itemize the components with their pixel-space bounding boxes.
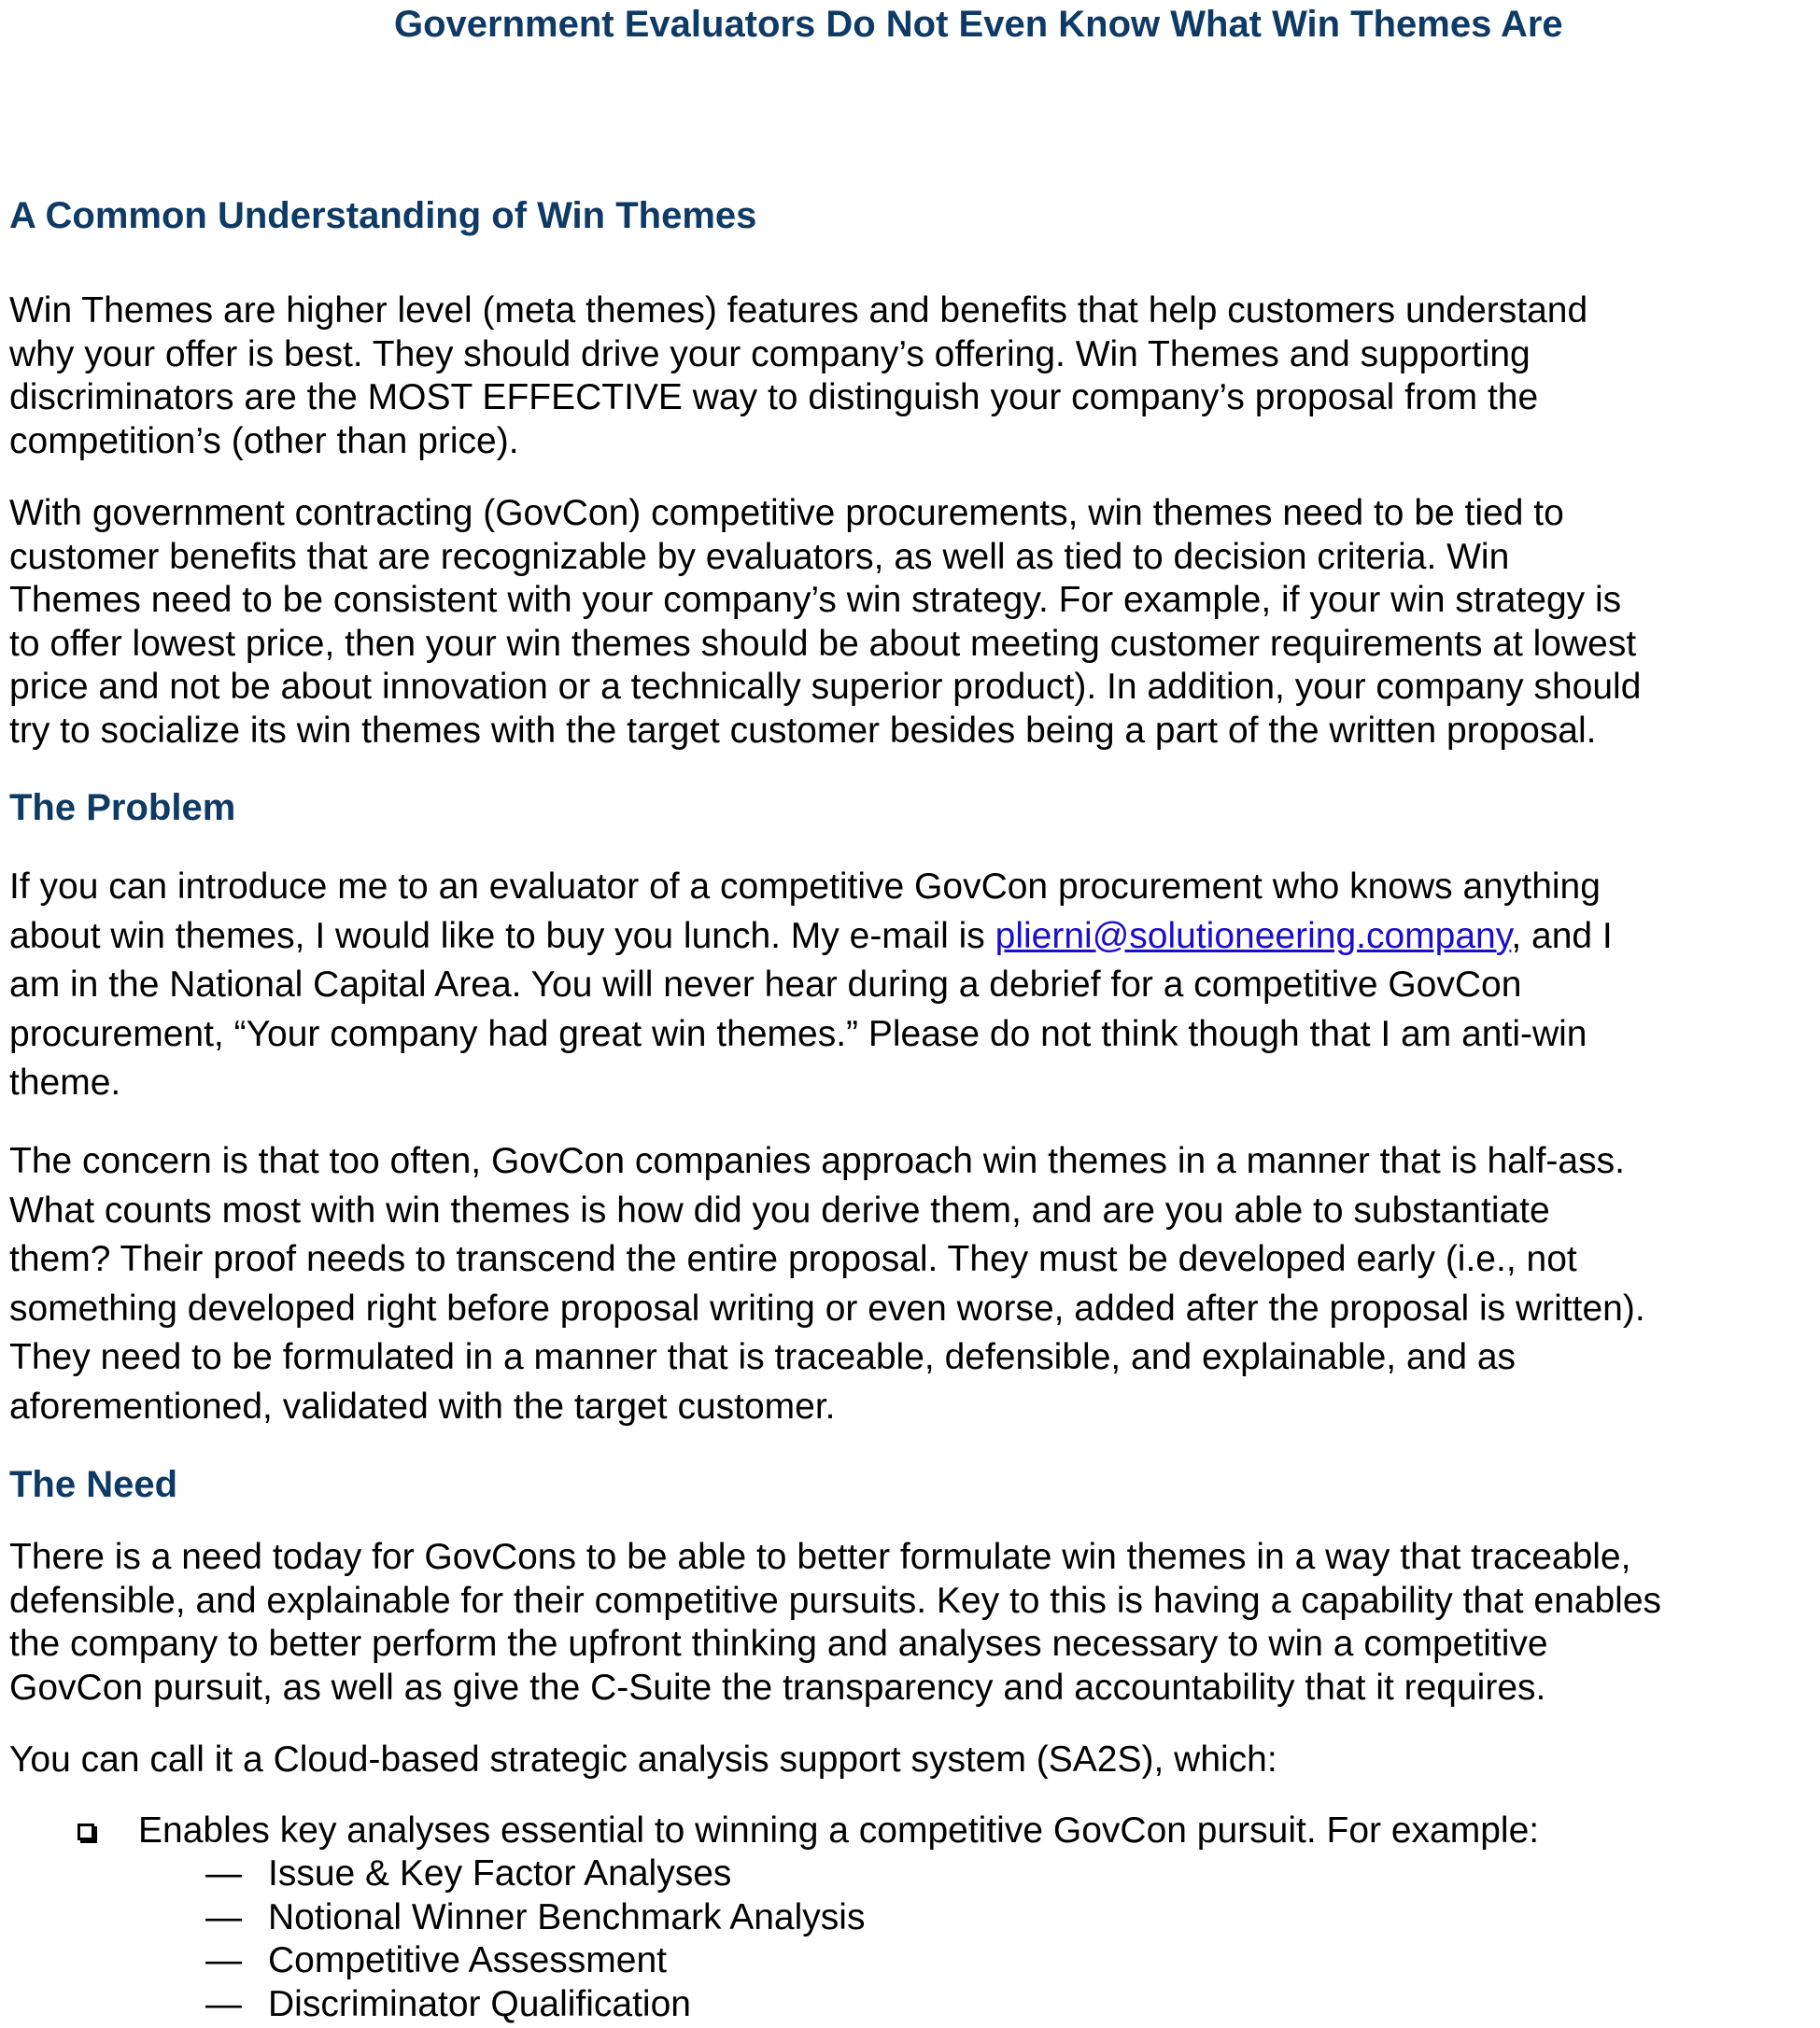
paragraph-govcon-win-themes xyxy=(9,492,1812,753)
text-line: them? Their proof needs to transcend the entire proposal. They must be developed early (i.e., not xyxy=(9,1239,1577,1279)
heading-the-need: The Need xyxy=(9,1464,178,1505)
sublist-item-text: Competitive Assessment xyxy=(268,1940,668,1980)
page-title: Government Evaluators Do Not Even Know What Win Themes Are xyxy=(394,4,1563,45)
text-line: am in the National Capital Area. You will never hear during a debrief for a competitive GovCon xyxy=(9,965,1522,1005)
text-segment: about win themes, I would like to buy you lunch. My e-mail is xyxy=(9,915,995,956)
em-dash-marker: — xyxy=(205,1853,242,1894)
sublist-item xyxy=(9,1939,1812,1983)
text-line: price and not be about innovation or a technically superior product). In addition, your company should xyxy=(9,667,1642,707)
text-line: If you can introduce me to an evaluator of a competitive GovCon procurement who knows anything xyxy=(9,866,1601,907)
sublist-item xyxy=(9,1852,1812,1896)
text-line: something developed right before proposal writing or even worse, added after the proposal is written). xyxy=(9,1288,1645,1329)
text-line: defensible, and explainable for their competitive pursuits. Key to this is having a capability that enables xyxy=(9,1580,1662,1621)
text-line: customer benefits that are recognizable by evaluators, as well as tied to decision criteria. Win xyxy=(9,536,1510,577)
heading-common-understanding: A Common Understanding of Win Themes xyxy=(9,195,757,236)
paragraph-sa2s-intro xyxy=(9,1739,1812,1782)
text-line: They need to be formulated in a manner that is traceable, defensible, and explainable, and as xyxy=(9,1337,1517,1377)
text-line: theme. xyxy=(9,1063,121,1103)
text-line: procurement, “Your company had great win themes.” Please do not think though that I am anti-win xyxy=(9,1013,1587,1054)
text-line: why your offer is best. They should drive your company’s offering. Win Themes and supporting xyxy=(9,333,1531,374)
sublist-item-text: Notional Winner Benchmark Analysis xyxy=(268,1896,866,1937)
text-line: competition’s (other than price). xyxy=(9,420,519,461)
text-line-with-email xyxy=(9,912,1812,962)
text-line: try to socialize its win themes with the target customer besides being a part of the written proposal. xyxy=(9,710,1597,751)
sublist-item-text: Discriminator Qualification xyxy=(268,1983,691,2024)
em-dash-marker: — xyxy=(205,1940,242,1980)
text-line: The concern is that too often, GovCon companies approach win themes in a manner that is half-ass. xyxy=(9,1141,1625,1181)
text-line: What counts most with win themes is how did you derive them, and are you able to substantiate xyxy=(9,1190,1550,1231)
text-line: You can call it a Cloud-based strategic analysis support system (SA2S), which: xyxy=(9,1739,1277,1780)
text-line: GovCon pursuit, as well as give the C-Suite the transparency and accountability that it requires. xyxy=(9,1667,1546,1708)
text-line: With government contracting (GovCon) competitive procurements, win themes need to be tied to xyxy=(9,493,1564,533)
sublist-item-text: Issue & Key Factor Analyses xyxy=(268,1853,732,1894)
em-dash-marker: — xyxy=(205,1983,242,2024)
paragraph-the-need xyxy=(9,1536,1812,1710)
em-dash-marker: — xyxy=(205,1896,242,1937)
text-segment: , and I xyxy=(1511,915,1613,956)
text-line: Win Themes are higher level (meta themes) features and benefits that help customers understand xyxy=(9,290,1588,331)
paragraph-evaluator-lunch xyxy=(9,863,1812,1108)
text-line: There is a need today for GovCons to be able to better formulate win themes in a way that traceable, xyxy=(9,1537,1631,1577)
text-line: aforementioned, validated with the target customer. xyxy=(9,1386,836,1427)
checkbox-bullet-icon xyxy=(78,1824,94,1840)
paragraph-concern xyxy=(9,1137,1812,1431)
email-link[interactable]: plierni@solutioneering.company xyxy=(995,915,1512,956)
bullet-text: Enables key analyses essential to winning a competitive GovCon pursuit. For example: xyxy=(138,1810,1540,1851)
text-line: discriminators are the MOST EFFECTIVE way to distinguish your company’s proposal from the xyxy=(9,377,1539,417)
heading-the-problem: The Problem xyxy=(9,787,236,828)
text-line: the company to better perform the upfront thinking and analyses necessary to win a competitive xyxy=(9,1624,1548,1664)
sublist-item xyxy=(9,1983,1812,2027)
sublist-item xyxy=(9,1896,1812,1940)
text-line: to offer lowest price, then your win themes should be about meeting customer requirements at lowest xyxy=(9,623,1637,664)
text-line: Themes need to be consistent with your company’s win strategy. For example, if your win strategy is xyxy=(9,580,1622,620)
paragraph-win-themes-definition xyxy=(9,289,1812,463)
analysis-sublist xyxy=(9,1852,1812,2026)
